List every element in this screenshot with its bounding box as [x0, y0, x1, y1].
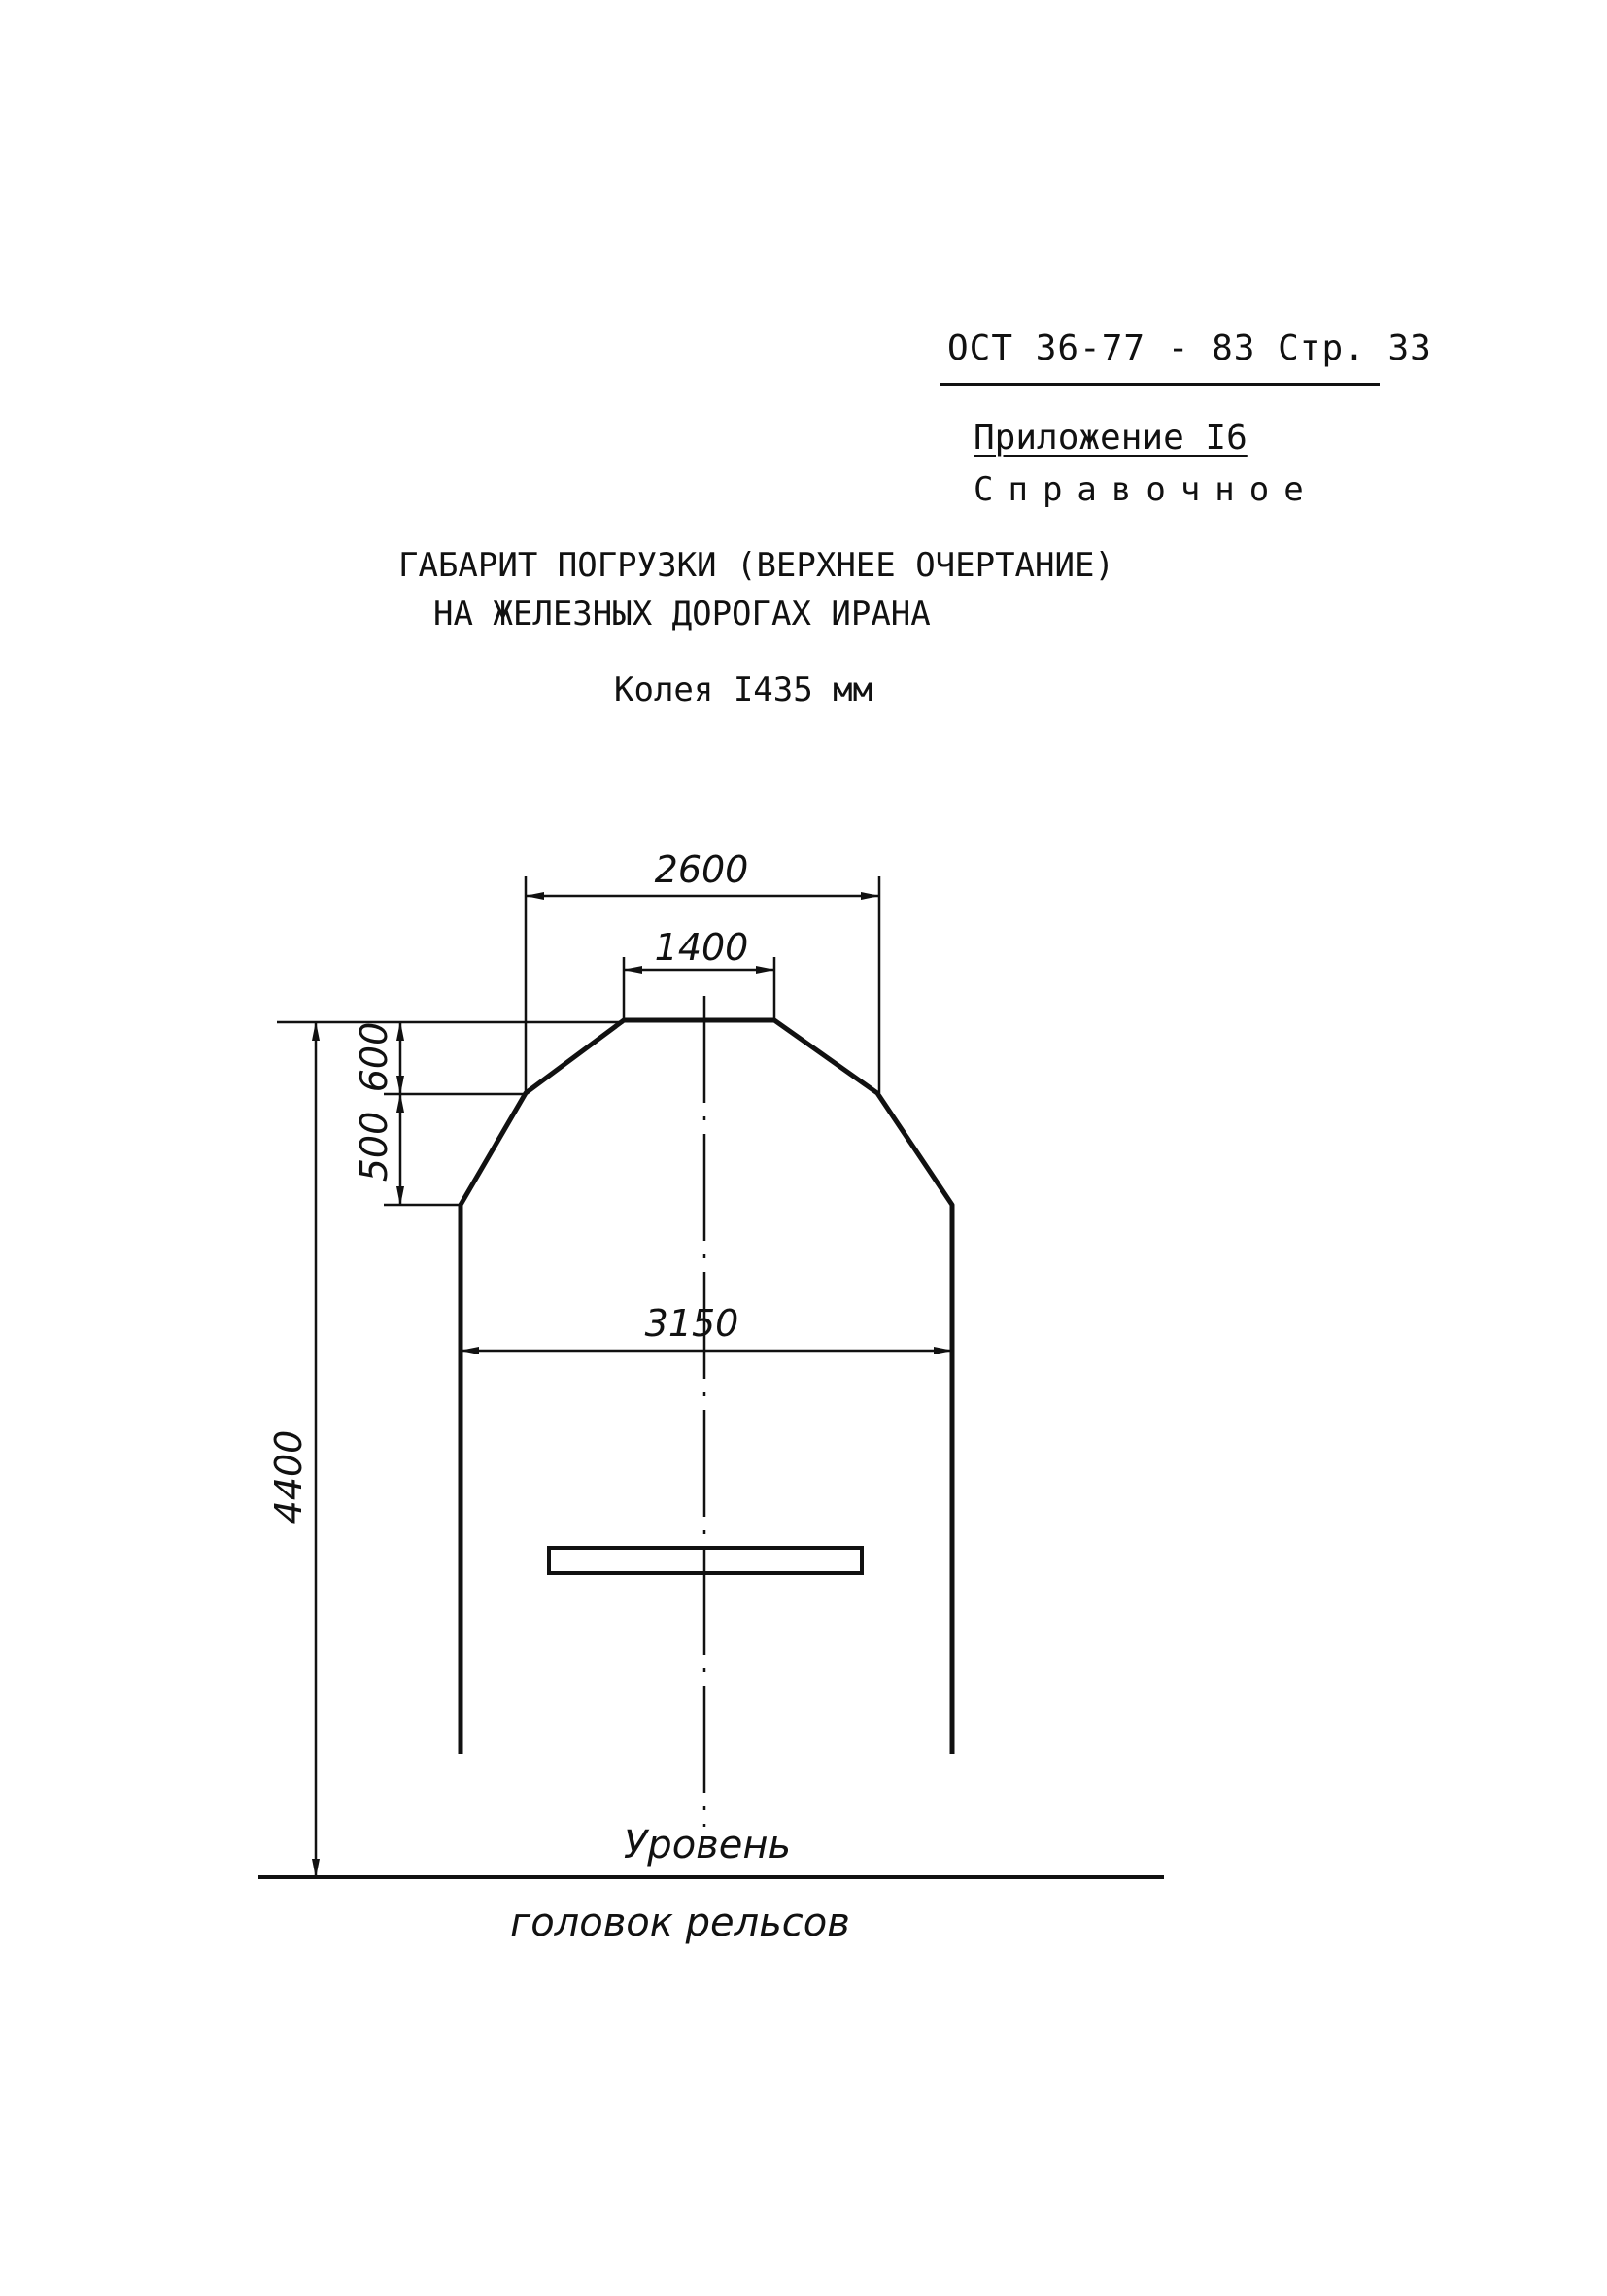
title-line-1: ГАБАРИТ ПОГРУЗКИ (ВЕРХНЕЕ ОЧЕРТАНИЕ) — [398, 546, 1114, 585]
gauge-label: Колея I435 мм — [614, 670, 873, 709]
caption-line-2: головок рельсов — [510, 1901, 850, 1945]
dim-600-label: 600 — [353, 1021, 395, 1093]
reference-label: Справочное — [974, 470, 1318, 509]
dim-3150-label: 3150 — [644, 1302, 739, 1345]
dim-1400-label: 1400 — [654, 926, 749, 969]
dim-2600-label: 2600 — [654, 848, 749, 891]
gauge-outline — [461, 1020, 952, 1754]
appendix-label: Приложение I6 — [974, 418, 1248, 458]
caption-line-1: Уровень — [623, 1823, 792, 1868]
dim-500-label: 500 — [353, 1111, 395, 1182]
dim-4400-label: 4400 — [267, 1429, 310, 1525]
document-code: ОСТ 36-77 - 83 Стр. 33 — [947, 328, 1432, 368]
title-line-2: НА ЖЕЛЕЗНЫХ ДОРОГАХ ИРАНА — [433, 595, 931, 634]
